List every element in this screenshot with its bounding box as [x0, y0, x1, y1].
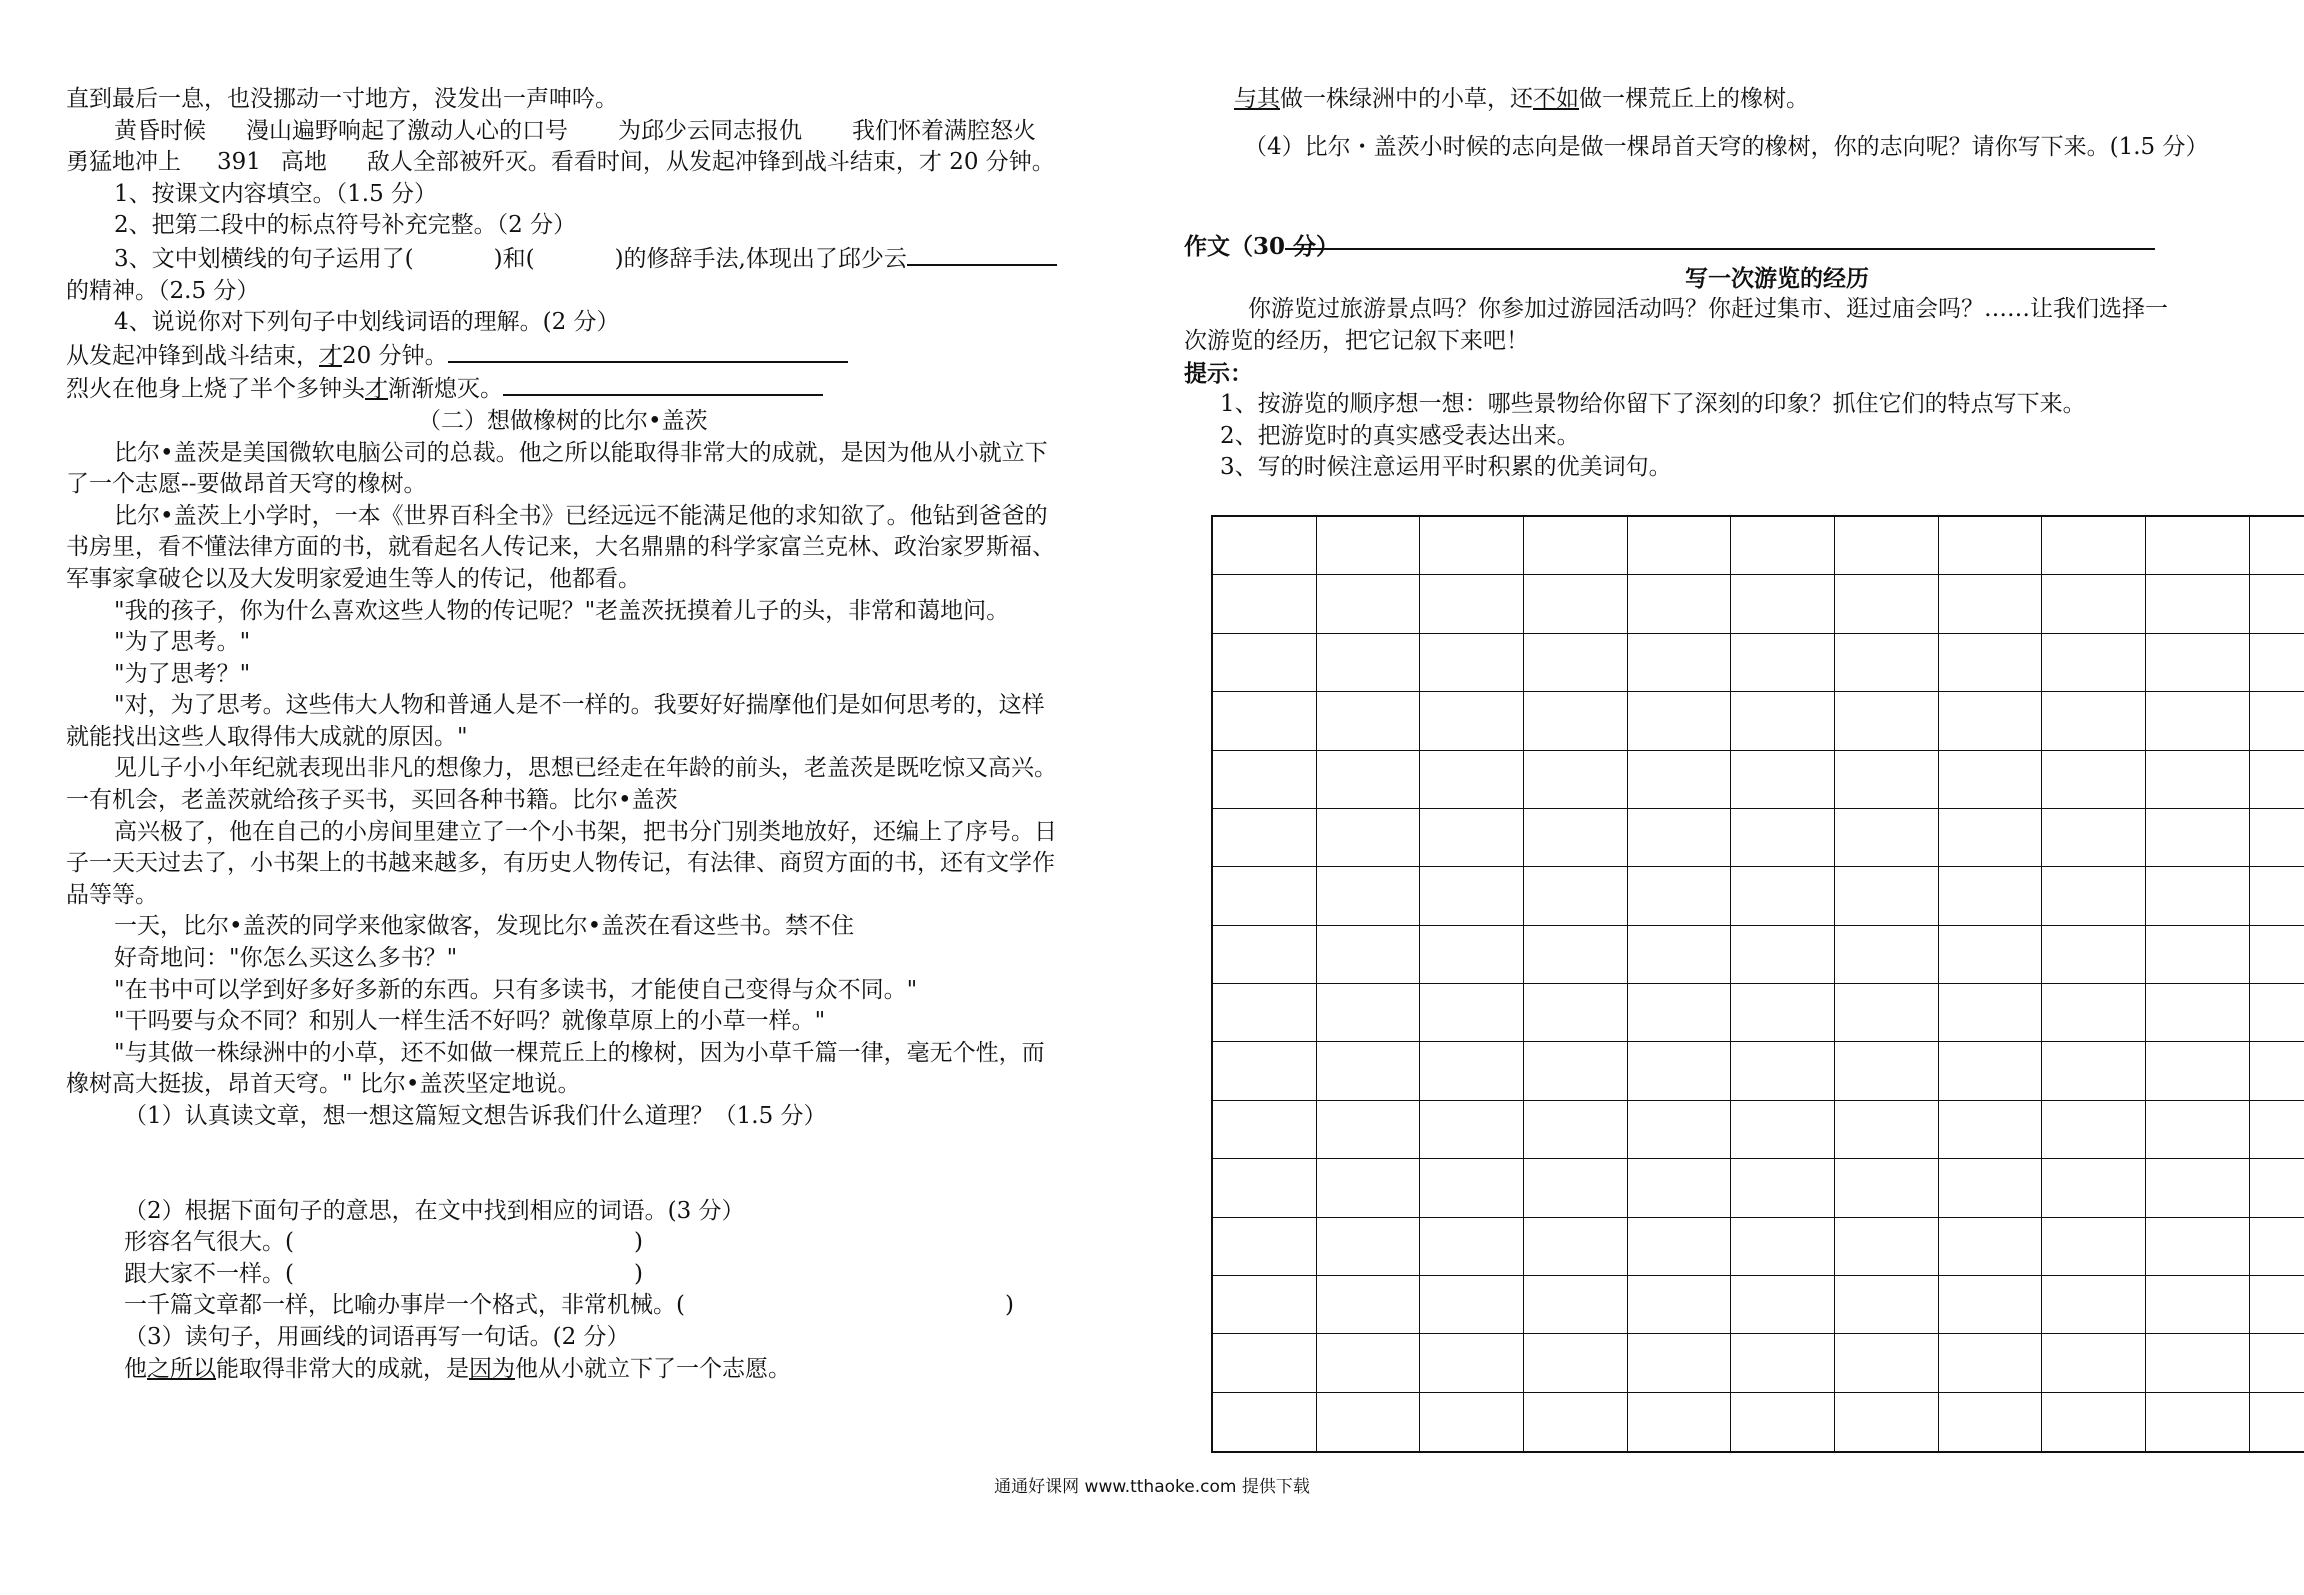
grid-cell[interactable]	[1628, 984, 1732, 1042]
grid-cell[interactable]	[2146, 1393, 2250, 1451]
text-segment: 做一棵荒丘上的橡树。	[1579, 86, 1809, 112]
grid-cell[interactable]	[1524, 1393, 1628, 1451]
grid-cell[interactable]	[1420, 1159, 1524, 1217]
grid-cell[interactable]	[2146, 1276, 2250, 1334]
grid-cell[interactable]	[1420, 751, 1524, 809]
grid-cell[interactable]	[1939, 517, 2043, 575]
text-line: "为了思考？"	[114, 660, 251, 687]
grid-cell[interactable]	[1213, 692, 1317, 750]
grid-cell[interactable]	[1939, 1218, 2043, 1276]
text-segment: 跟大家不一样。(	[124, 1260, 294, 1287]
question-1: 1、按课文内容填空。（1.5 分）	[114, 180, 438, 207]
grid-cell[interactable]	[1939, 1101, 2043, 1159]
text-line: 橡树高大挺拔，昂首天穹。" 比尔•盖茨坚定地说。	[66, 1071, 581, 1098]
text-segment: 为邱少云同志报仇	[618, 117, 802, 144]
grid-cell[interactable]	[1524, 1218, 1628, 1276]
grid-cell[interactable]	[1731, 1159, 1835, 1217]
answer-line[interactable]	[1285, 248, 2155, 250]
grid-cell[interactable]	[1420, 1101, 1524, 1159]
grid-cell[interactable]	[1731, 809, 1835, 867]
essay-heading: 作文（30 分）	[1184, 233, 1340, 261]
grid-cell[interactable]	[1317, 867, 1421, 925]
grid-cell[interactable]	[2250, 1042, 2304, 1100]
grid-cell[interactable]	[1420, 867, 1524, 925]
grid-cell[interactable]	[1213, 751, 1317, 809]
footer-credit: 通通好课网 www.tthaoke.com 提供下载	[994, 1477, 1310, 1497]
question-4-sentence-2	[66, 372, 1144, 406]
grid-cell[interactable]	[1317, 751, 1421, 809]
composition-grid[interactable]	[1211, 515, 2304, 1453]
text-segment: )	[633, 1260, 643, 1287]
grid-cell[interactable]	[2250, 984, 2304, 1042]
grid-cell[interactable]	[1835, 1218, 1939, 1276]
grid-cell[interactable]	[1939, 1159, 2043, 1217]
text-segment: 我们怀着满腔怒火	[852, 117, 1036, 144]
grid-cell[interactable]	[1835, 692, 1939, 750]
grid-cell[interactable]	[1317, 692, 1421, 750]
grid-cell[interactable]	[1731, 1393, 1835, 1451]
grid-cell[interactable]	[1731, 867, 1835, 925]
grid-cell[interactable]	[1835, 1393, 1939, 1451]
grid-cell[interactable]	[1731, 1101, 1835, 1159]
grid-cell[interactable]	[1420, 692, 1524, 750]
grid-cell[interactable]	[1731, 926, 1835, 984]
grid-cell[interactable]	[1835, 517, 1939, 575]
grid-cell[interactable]	[1628, 517, 1732, 575]
underlined-word: 之所以	[147, 1355, 216, 1382]
grid-cell[interactable]	[2146, 1159, 2250, 1217]
grid-cell[interactable]	[1939, 1042, 2043, 1100]
grid-cell[interactable]	[1213, 1276, 1317, 1334]
grid-cell[interactable]	[1939, 751, 2043, 809]
underlined-word: 才	[365, 376, 388, 403]
grid-cell[interactable]	[1628, 1101, 1732, 1159]
grid-cell[interactable]	[2146, 517, 2250, 575]
reading-question-2: （2）根据下面句子的意思，在文中找到相应的词语。(3 分）	[124, 1197, 745, 1224]
text-segment: 高地	[280, 149, 327, 176]
grid-cell[interactable]	[1939, 634, 2043, 692]
grid-cell[interactable]	[2146, 1218, 2250, 1276]
grid-cell[interactable]	[1317, 1159, 1421, 1217]
text-segment: 他从小就立下了一个志愿。	[515, 1355, 791, 1382]
grid-cell[interactable]	[1835, 867, 1939, 925]
grid-cell[interactable]	[1524, 1159, 1628, 1217]
question-2: 2、把第二段中的标点符号补充完整。（2 分）	[114, 212, 577, 239]
grid-cell[interactable]	[1420, 1276, 1524, 1334]
text-segment: )	[1004, 1292, 1014, 1319]
question-3	[66, 242, 1144, 276]
grid-cell[interactable]	[1731, 1218, 1835, 1276]
essay-title: 写一次游览的经历	[1685, 264, 1869, 292]
text-line: 了一个志愿--要做昂首天穹的橡树。	[66, 471, 427, 498]
grid-cell[interactable]	[1524, 867, 1628, 925]
grid-cell[interactable]	[2250, 1218, 2304, 1276]
text-line	[66, 147, 1144, 179]
text-segment: 漫山遍野响起了激动人心的口号	[246, 117, 568, 144]
text-line: 高兴极了，他在自己的小房间里建立了一个小书架，把书分门别类地放好，还编上了序号。日	[114, 818, 1057, 845]
answer-blank[interactable]	[448, 339, 848, 363]
grid-cell[interactable]	[1628, 809, 1732, 867]
grid-cell[interactable]	[1213, 926, 1317, 984]
grid-cell[interactable]	[1317, 634, 1421, 692]
grid-cell[interactable]	[1731, 751, 1835, 809]
grid-cell[interactable]	[1524, 1042, 1628, 1100]
grid-cell[interactable]	[1628, 1276, 1732, 1334]
grid-cell[interactable]	[1317, 1276, 1421, 1334]
text-line: "为了思考。"	[114, 629, 251, 656]
grid-cell[interactable]	[2042, 517, 2146, 575]
grid-cell[interactable]	[1628, 1393, 1732, 1451]
grid-cell[interactable]	[1317, 517, 1421, 575]
grid-cell[interactable]	[1213, 1334, 1317, 1392]
text-segment: 20 分钟。	[342, 342, 448, 369]
text-segment: 敌人全部被歼灭。看看时间，从发起冲锋到战斗结束，才 20 分钟。	[366, 149, 1055, 176]
essay-intro: 你游览过旅游景点吗？你参加过游园活动吗？你赶过集市、逛过庙会吗？……让我们选择一	[1248, 296, 2168, 323]
grid-cell[interactable]	[1628, 926, 1732, 984]
text-segment: )	[633, 1229, 643, 1256]
grid-cell[interactable]	[2042, 1276, 2146, 1334]
grid-cell[interactable]	[2042, 1334, 2146, 1392]
question-4: 4、说说你对下列句子中划线词语的理解。(2 分）	[114, 309, 620, 336]
grid-cell[interactable]	[1628, 751, 1732, 809]
grid-cell[interactable]	[1524, 575, 1628, 633]
grid-cell[interactable]	[1835, 634, 1939, 692]
underlined-word: 才	[319, 342, 342, 369]
text-segment: 黄昏时候	[114, 117, 206, 144]
grid-cell[interactable]	[1939, 1334, 2043, 1392]
grid-cell[interactable]	[1835, 1159, 1939, 1217]
grid-cell[interactable]	[1524, 751, 1628, 809]
grid-cell[interactable]	[1731, 1334, 1835, 1392]
grid-cell[interactable]	[1420, 1393, 1524, 1451]
text-segment: 勇猛地冲上	[66, 149, 181, 176]
grid-cell[interactable]	[2042, 634, 2146, 692]
answer-blank[interactable]	[503, 372, 823, 396]
grid-cell[interactable]	[1317, 575, 1421, 633]
grid-cell[interactable]	[2250, 1393, 2304, 1451]
grid-cell[interactable]	[1420, 1042, 1524, 1100]
text-segment: 3、文中划横线的句子运用了(	[114, 245, 414, 272]
grid-cell[interactable]	[1317, 809, 1421, 867]
grid-cell[interactable]	[1835, 1334, 1939, 1392]
text-line	[1184, 84, 2270, 116]
grid-cell[interactable]	[2146, 692, 2250, 750]
text-line: 直到最后一息，也没挪动一寸地方，没发出一声呻吟。	[66, 86, 618, 112]
grid-cell[interactable]	[1420, 926, 1524, 984]
grid-cell[interactable]	[2250, 867, 2304, 925]
grid-cell[interactable]	[2146, 1042, 2250, 1100]
grid-cell[interactable]	[1939, 926, 2043, 984]
text-line: 的精神。（2.5 分）	[66, 277, 260, 304]
text-line: "我的孩子，你为什么喜欢这些人物的传记呢？"老盖茨抚摸着儿子的头，非常和蔼地问。	[114, 597, 1010, 624]
grid-cell[interactable]	[2250, 1276, 2304, 1334]
grid-cell[interactable]	[1939, 692, 2043, 750]
grid-cell[interactable]	[1524, 634, 1628, 692]
text-line: 好奇地问："你怎么买这么多书？"	[114, 945, 458, 972]
grid-cell[interactable]	[1835, 1042, 1939, 1100]
grid-cell[interactable]	[2146, 634, 2250, 692]
grid-cell[interactable]	[1628, 1218, 1732, 1276]
grid-cell[interactable]	[2250, 692, 2304, 750]
text-segment: 做一株绿洲中的小草，还	[1280, 86, 1533, 112]
text-line: 比尔•盖茨上小学时，一本《世界百科全书》已经远远不能满足他的求知欲了。他钻到爸爸的	[114, 502, 1048, 529]
grid-cell[interactable]	[2042, 809, 2146, 867]
grid-cell[interactable]	[2250, 809, 2304, 867]
grid-cell[interactable]	[1835, 751, 1939, 809]
grid-cell[interactable]	[1939, 1276, 2043, 1334]
grid-cell[interactable]	[1835, 926, 1939, 984]
tips-heading: 提示：	[1184, 359, 1253, 387]
grid-cell[interactable]	[2042, 867, 2146, 925]
grid-cell[interactable]	[1731, 634, 1835, 692]
grid-cell[interactable]	[1317, 1042, 1421, 1100]
spacer	[1184, 116, 2270, 132]
grid-cell[interactable]	[1524, 809, 1628, 867]
text-line: 一天，比尔•盖茨的同学来他家做客，发现比尔•盖茨在看这些书。禁不住	[114, 913, 855, 940]
grid-cell[interactable]	[1420, 575, 1524, 633]
grid-cell[interactable]	[1628, 575, 1732, 633]
grid-cell[interactable]	[1524, 1334, 1628, 1392]
grid-cell[interactable]	[1628, 1334, 1732, 1392]
grid-cell[interactable]	[1420, 809, 1524, 867]
grid-cell[interactable]	[2042, 575, 2146, 633]
grid-cell[interactable]	[1939, 575, 2043, 633]
grid-cell[interactable]	[2042, 1393, 2146, 1451]
underlined-word: 因为	[469, 1355, 515, 1382]
text-segment: 391	[217, 149, 261, 176]
text-segment: 他	[124, 1355, 147, 1382]
grid-cell[interactable]	[1939, 867, 2043, 925]
grid-cell[interactable]	[2146, 867, 2250, 925]
reading-question-4: （4）比尔・盖茨小时候的志向是做一棵昂首天穹的橡树，你的志向呢？请你写下来。(1.5 分）	[1244, 133, 2209, 160]
grid-cell[interactable]	[1731, 575, 1835, 633]
grid-cell[interactable]	[1317, 1334, 1421, 1392]
underlined-word: 与其	[1234, 86, 1280, 112]
grid-cell[interactable]	[1524, 926, 1628, 984]
grid-cell[interactable]	[1731, 692, 1835, 750]
grid-cell[interactable]	[1213, 1042, 1317, 1100]
reading-question-2c	[66, 1290, 1144, 1322]
grid-cell[interactable]	[2042, 1042, 2146, 1100]
grid-cell[interactable]	[1835, 1276, 1939, 1334]
grid-cell[interactable]	[1524, 517, 1628, 575]
grid-cell[interactable]	[1213, 517, 1317, 575]
left-column	[66, 84, 1144, 1385]
essay-intro: 次游览的经历，把它记叙下来吧！	[1184, 327, 1529, 354]
reading-question-3: （3）读句子，用画线的词语再写一句话。(2 分）	[124, 1323, 630, 1350]
grid-cell[interactable]	[1731, 984, 1835, 1042]
right-column	[1184, 84, 2270, 484]
grid-cell[interactable]	[2146, 1101, 2250, 1159]
grid-cell[interactable]	[1628, 1159, 1732, 1217]
grid-cell[interactable]	[1420, 1218, 1524, 1276]
question-4-sentence-1	[66, 339, 1144, 373]
grid-cell[interactable]	[1317, 1218, 1421, 1276]
grid-cell[interactable]	[1731, 1276, 1835, 1334]
grid-cell[interactable]	[1835, 809, 1939, 867]
grid-cell[interactable]	[2146, 751, 2250, 809]
text-line: 就能找出这些人取得伟大成就的原因。"	[66, 723, 468, 750]
grid-cell[interactable]	[1420, 517, 1524, 575]
grid-cell[interactable]	[2250, 634, 2304, 692]
grid-cell[interactable]	[1317, 1101, 1421, 1159]
grid-cell[interactable]	[1524, 692, 1628, 750]
text-line: "在书中可以学到好多好多新的东西。只有多读书，才能使自己变得与众不同。"	[114, 976, 918, 1003]
grid-cell[interactable]	[2250, 926, 2304, 984]
grid-cell[interactable]	[2250, 751, 2304, 809]
grid-cell[interactable]	[1213, 809, 1317, 867]
grid-cell[interactable]	[1420, 634, 1524, 692]
grid-cell[interactable]	[1939, 984, 2043, 1042]
grid-cell[interactable]	[2250, 575, 2304, 633]
text-line	[66, 116, 1144, 148]
text-segment: 渐渐熄灭。	[388, 376, 503, 403]
grid-cell[interactable]	[1213, 1218, 1317, 1276]
text-line: 军事家拿破仑以及大发明家爱迪生等人的传记，他都看。	[66, 565, 641, 592]
text-line: 一有机会，老盖茨就给孩子买书，买回各种书籍。比尔•盖茨	[66, 787, 678, 814]
grid-cell[interactable]	[1213, 1159, 1317, 1217]
grid-cell[interactable]	[1420, 984, 1524, 1042]
text-line: 书房里，看不懂法律方面的书，就看起名人传记来，大名鼎鼎的科学家富兰克林、政治家罗斯福、	[66, 534, 1055, 561]
grid-cell[interactable]	[1213, 984, 1317, 1042]
tip-item: 2、把游览时的真实感受表达出来。	[1220, 422, 1580, 449]
underlined-word: 不如	[1533, 86, 1579, 112]
grid-cell[interactable]	[1317, 1393, 1421, 1451]
text-segment: 从发起冲锋到战斗结束，	[66, 342, 319, 369]
text-line: "与其做一株绿洲中的小草，还不如做一棵荒丘上的橡树，因为小草千篇一律，毫无个性，而	[114, 1039, 1045, 1066]
text-segment: 一千篇文章都一样，比喻办事岸一个格式，非常机械。(	[124, 1292, 685, 1319]
grid-cell[interactable]	[2042, 984, 2146, 1042]
text-line: "对，为了思考。这些伟大人物和普通人是不一样的。我要好好揣摩他们是如何思考的，这样	[114, 692, 1045, 719]
text-segment: 形容名气很大。(	[124, 1229, 294, 1256]
grid-cell[interactable]	[1213, 1101, 1317, 1159]
grid-cell[interactable]	[1628, 634, 1732, 692]
grid-cell[interactable]	[1731, 1042, 1835, 1100]
grid-cell[interactable]	[1524, 1101, 1628, 1159]
reading-question-2b	[66, 1259, 1144, 1291]
grid-cell[interactable]	[1524, 984, 1628, 1042]
reading-question-2a	[66, 1227, 1144, 1259]
answer-space[interactable]	[66, 1133, 1144, 1196]
grid-cell[interactable]	[1317, 984, 1421, 1042]
text-line: 比尔•盖茨是美国微软电脑公司的总裁。他之所以能取得非常大的成就，是因为他从小就立下	[114, 439, 1048, 466]
grid-cell[interactable]	[2042, 692, 2146, 750]
grid-cell[interactable]	[1317, 926, 1421, 984]
text-segment: 烈火在他身上烧了半个多钟头	[66, 376, 365, 403]
grid-cell[interactable]	[1939, 809, 2043, 867]
grid-cell[interactable]	[1939, 1393, 2043, 1451]
grid-cell[interactable]	[2146, 809, 2250, 867]
grid-cell[interactable]	[1835, 575, 1939, 633]
grid-cell[interactable]	[2146, 984, 2250, 1042]
text-line: 品等等。	[66, 881, 158, 908]
grid-cell[interactable]	[2042, 926, 2146, 984]
grid-cell[interactable]	[2042, 1218, 2146, 1276]
reading-question-3-sentence	[66, 1354, 1144, 1386]
grid-cell[interactable]	[1731, 517, 1835, 575]
grid-cell[interactable]	[1213, 634, 1317, 692]
grid-cell[interactable]	[2250, 517, 2304, 575]
reading-question-1: （1）认真读文章，想一想这篇短文想告诉我们什么道理？（1.5 分）	[124, 1103, 827, 1129]
text-line: "干吗要与众不同？和别人一样生活不好吗？就像草原上的小草一样。"	[114, 1008, 826, 1035]
text-segment: )的修辞手法,体现出了邱少云	[614, 245, 907, 272]
section-title: （二）想做橡树的比尔•盖茨	[418, 407, 708, 434]
text-line: 子一天天过去了，小书架上的书越来越多，有历史人物传记，有法律、商贸方面的书，还有文学作	[66, 850, 1055, 877]
text-line: 见儿子小小年纪就表现出非凡的想像力，思想已经走在年龄的前头，老盖茨是既吃惊又高兴。	[114, 755, 1057, 782]
grid-cell[interactable]	[2146, 926, 2250, 984]
text-segment: )和(	[493, 245, 535, 272]
grid-cell[interactable]	[1213, 575, 1317, 633]
grid-cell[interactable]	[2146, 575, 2250, 633]
tip-item: 3、写的时候注意运用平时积累的优美词句。	[1220, 454, 1672, 481]
answer-space[interactable]	[1184, 163, 2270, 231]
grid-cell[interactable]	[2250, 1101, 2304, 1159]
grid-cell[interactable]	[2042, 1159, 2146, 1217]
grid-cell[interactable]	[1213, 1393, 1317, 1451]
grid-cell[interactable]	[1628, 692, 1732, 750]
grid-cell[interactable]	[2146, 1334, 2250, 1392]
grid-cell[interactable]	[1628, 867, 1732, 925]
grid-cell[interactable]	[2042, 1101, 2146, 1159]
text-segment: 能取得非常大的成就，是	[216, 1355, 469, 1382]
grid-cell[interactable]	[1420, 1334, 1524, 1392]
grid-cell[interactable]	[1524, 1276, 1628, 1334]
answer-blank[interactable]	[907, 242, 1057, 266]
grid-cell[interactable]	[1835, 1101, 1939, 1159]
grid-cell[interactable]	[2042, 751, 2146, 809]
grid-cell[interactable]	[1628, 1042, 1732, 1100]
tip-item: 1、按游览的顺序想一想：哪些景物给你留下了深刻的印象？抓住它们的特点写下来。	[1220, 391, 2086, 418]
grid-cell[interactable]	[1835, 984, 1939, 1042]
grid-cell[interactable]	[2250, 1334, 2304, 1392]
grid-cell[interactable]	[2250, 1159, 2304, 1217]
grid-cell[interactable]	[1213, 867, 1317, 925]
